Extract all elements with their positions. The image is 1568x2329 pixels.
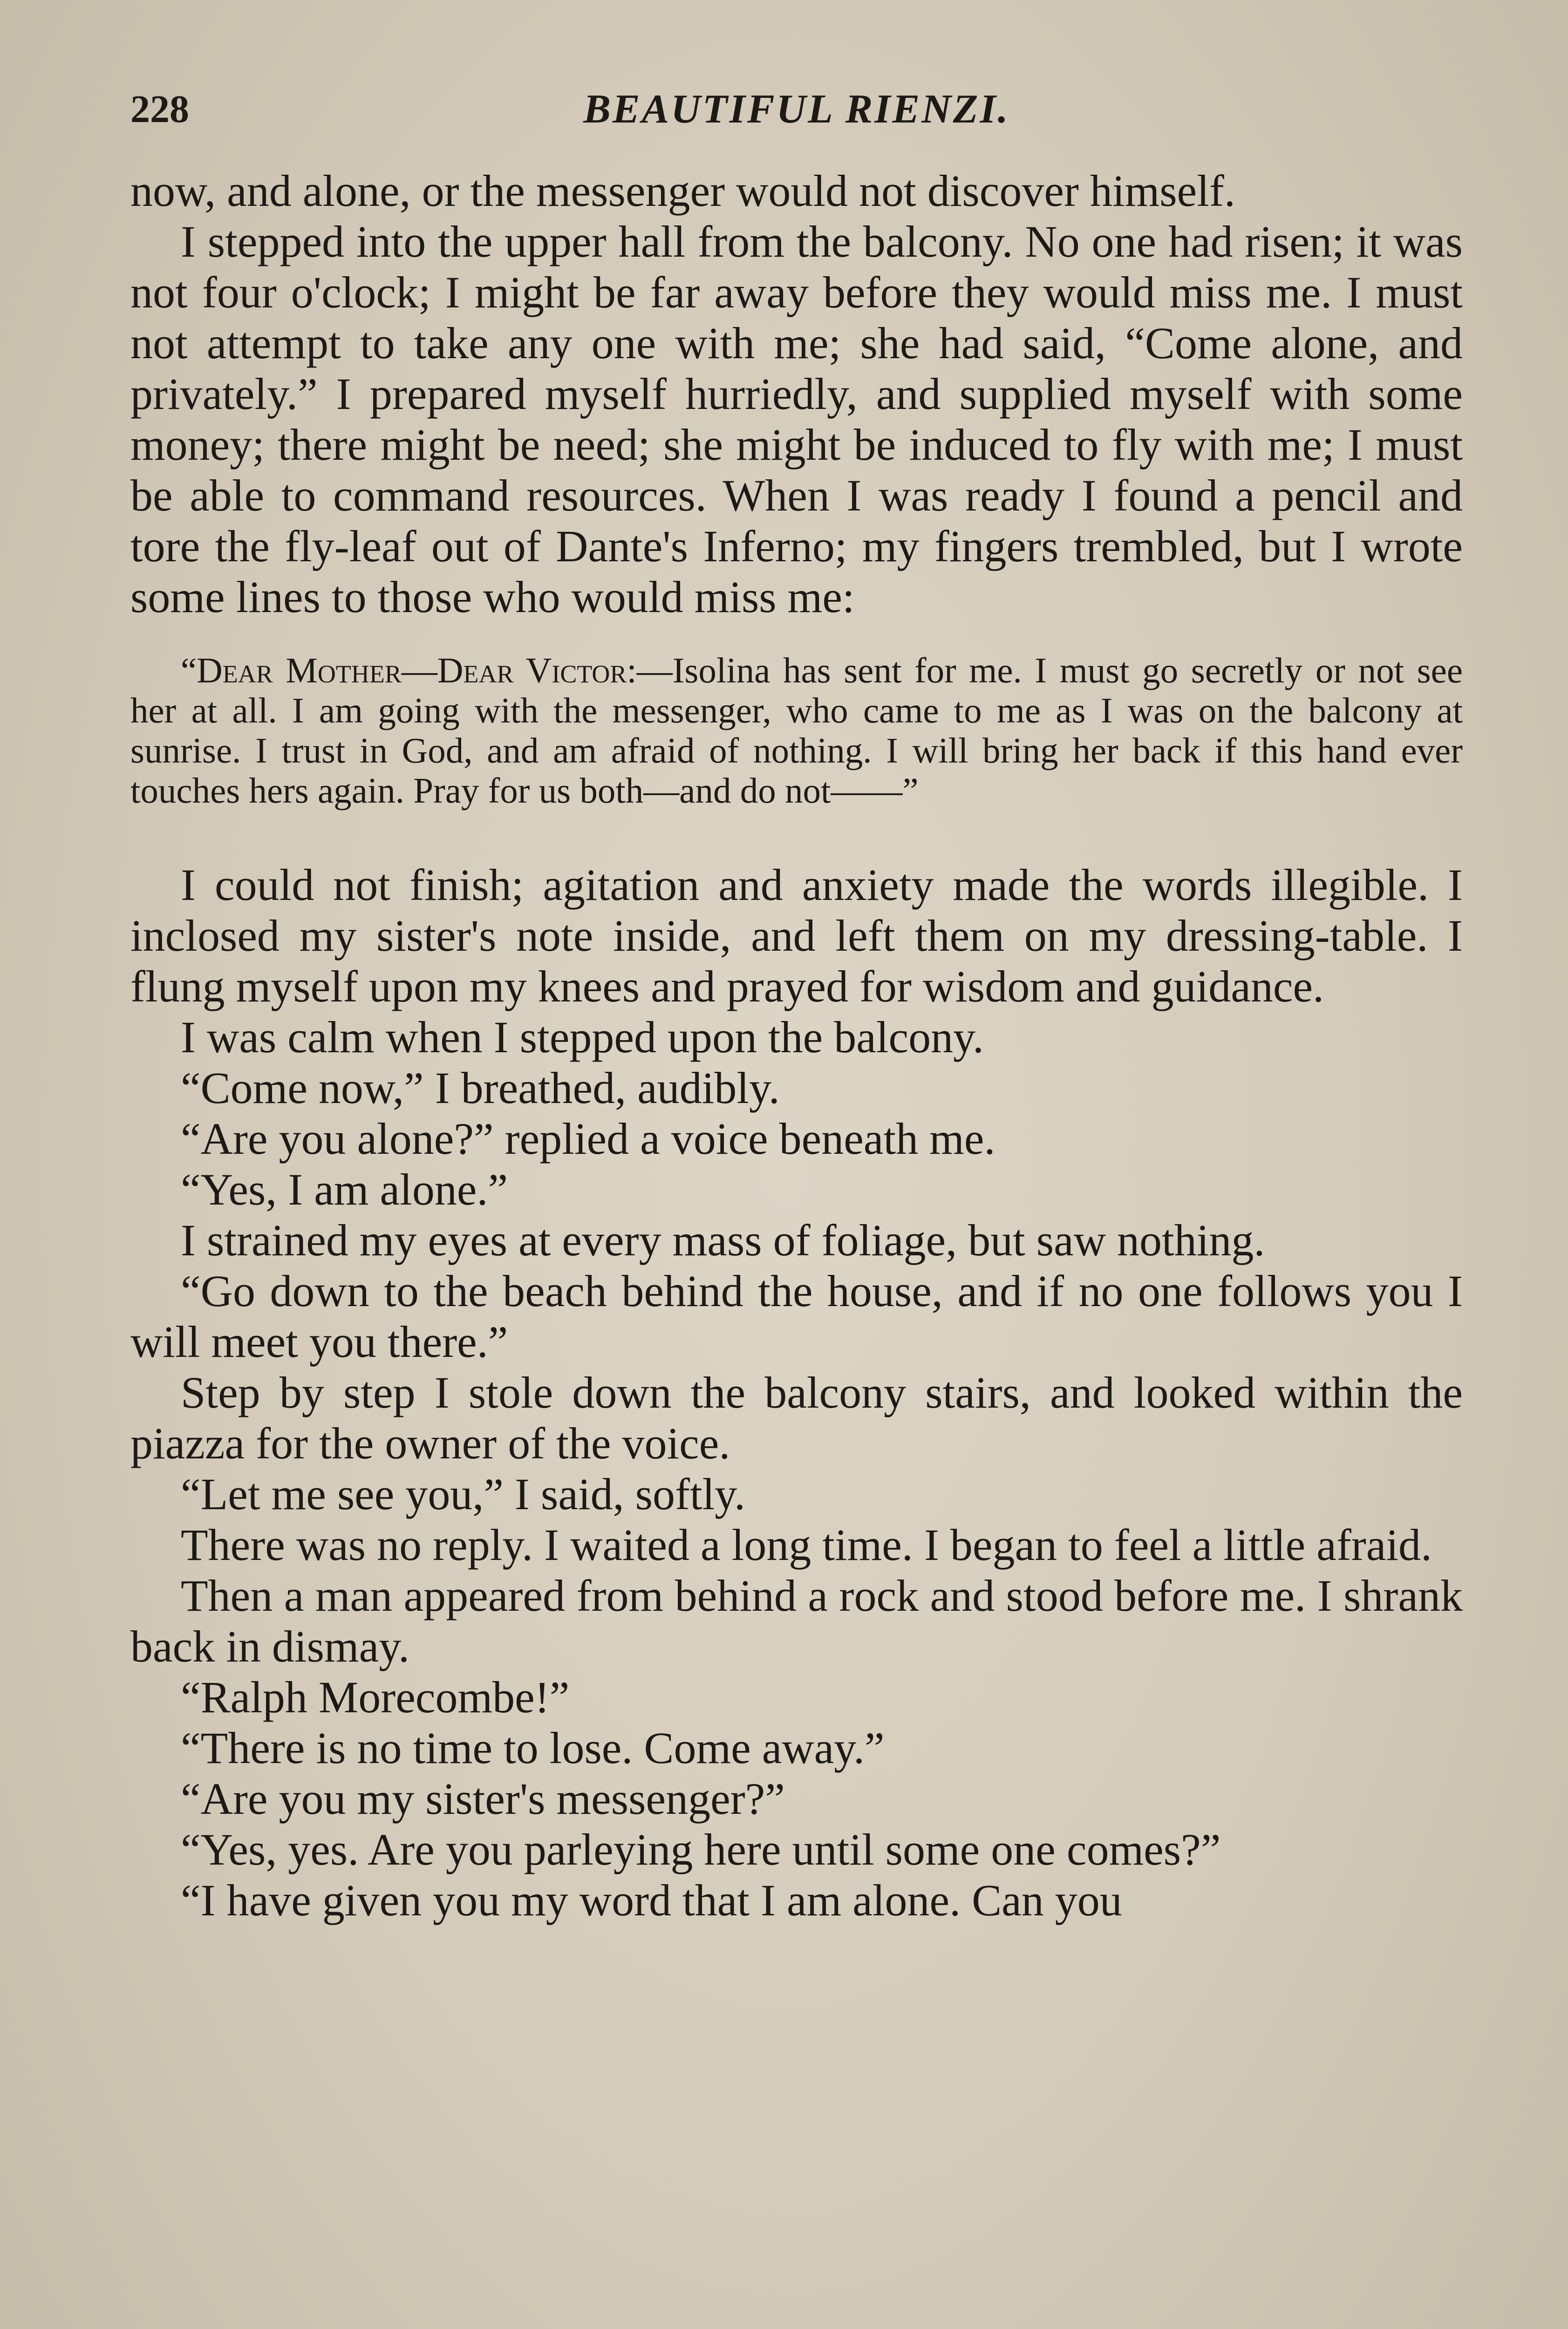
paragraph-10: Step by step I stole down the balcony stairs, and looked within the piazza for the owner of the voice.: [130, 1368, 1463, 1468]
paragraph-7: “Yes, I am alone.”: [181, 1164, 508, 1214]
paragraph-9: “Go down to the beach behind the house, and if no one follows you I will meet you there.”: [130, 1266, 1463, 1367]
paragraph-13: Then a man appeared from behind a rock and stood before me. I shrank back in dismay.: [130, 1571, 1463, 1671]
letter-salutation: “Dear Mother—Dear Victor:: [181, 650, 637, 690]
paragraph-1: now, and alone, or the messenger would not discover himself.: [130, 166, 1235, 216]
paragraph-6: “Are you alone?” replied a voice beneath me.: [181, 1114, 995, 1164]
paragraph-2: I stepped into the upper hall from the balcony. No one had risen; it was not four o'clock; I might be far away before they would miss me. I must not attempt to take any one with me; she had said, “Come alone, and privately.” I prepared myself hurriedly, and supplied myself with some money; there might be need; she might be induced to fly with me; I must be able to command resources. When I was ready I found a pencil and tore the fly-leaf out of Dante's Inferno; my fingers trembled, but I wrote some lines to those who would miss me:: [130, 217, 1463, 622]
paragraph-8: I strained my eyes at every mass of foliage, but saw nothing.: [181, 1215, 1265, 1265]
paragraph-15: “There is no time to lose. Come away.”: [181, 1723, 885, 1773]
paragraph-14: “Ralph Morecombe!”: [181, 1672, 570, 1722]
paragraph-17: “Yes, yes. Are you parleying here until some one comes?”: [181, 1825, 1221, 1874]
paragraph-11: “Let me see you,” I said, softly.: [181, 1469, 746, 1519]
page-header: [130, 82, 1463, 137]
letter-text: —Isolina has sent for me. I must go secretly or not see her at all. I am going with the messenger, who came to me as I was on the balcony at sunrise. I trust in God, and am afraid of nothing. I will bring her back if this hand ever touches hers again. Pray for us both—and do not——”: [130, 650, 1463, 810]
page-body: [130, 165, 1463, 1926]
paragraph-18: “I have given you my word that I am alone. Can you: [181, 1875, 1122, 1925]
paragraph-12: There was no reply. I waited a long time. I began to feel a little afraid.: [181, 1520, 1432, 1570]
letter-quote: [130, 650, 1463, 810]
paragraph-5: “Come now,” I breathed, audibly.: [181, 1063, 780, 1113]
page-number: 228: [130, 88, 189, 131]
running-title: BEAUTIFUL RIENZI.: [583, 87, 1010, 132]
paragraph-4: I was calm when I stepped upon the balcony.: [181, 1012, 984, 1062]
paragraph-16: “Are you my sister's messenger?”: [181, 1774, 785, 1824]
paragraph-3: I could not finish; agitation and anxiety made the words illegible. I inclosed my sister's note inside, and left them on my dressing-table. I flung myself upon my knees and prayed for wisdom and guidance.: [130, 860, 1463, 1011]
